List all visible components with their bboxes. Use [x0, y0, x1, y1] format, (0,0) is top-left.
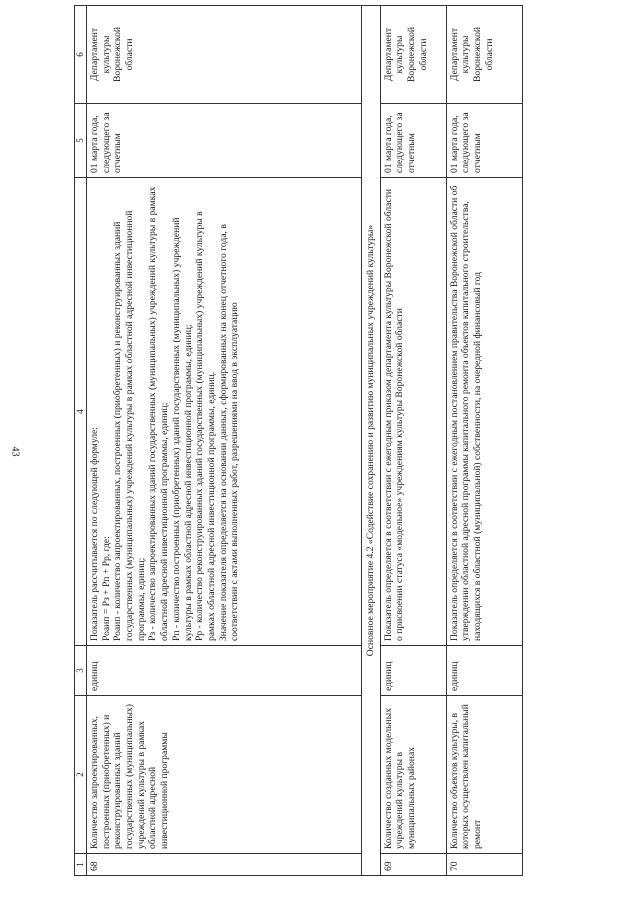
unit-of-measure: единиц: [86, 646, 361, 696]
column-number: 3: [75, 646, 87, 696]
row-number: 68: [86, 854, 361, 876]
method-line: Значение показателя определяется на основании данных, сформированных на конец отчетного года, в соответствии с актами выполненных работ, разрешениями на ввод в эксплуатацию: [217, 224, 241, 641]
deadline: 01 марта года, следующего за отчетным: [446, 104, 522, 178]
indicators-table: [74, 5, 523, 876]
calculation-method: [446, 178, 522, 646]
responsible: Департамент культуры Воронежской области: [380, 6, 446, 104]
method-line: Рп - количество построенных (приобретенных) зданий государственных (муниципальных) учреждений культуры в рамках областной адресной инвестиционной программы, единиц;: [170, 217, 194, 641]
indicator-name: Количество созданных модельных учреждений культуры в муниципальных районах: [380, 696, 446, 854]
method-line: Рз - количество запроектированных зданий государственных (муниципальных) учреждений культуры в рамках областной адресной инвестиционной программы, единиц;: [147, 186, 171, 641]
row-number: 70: [446, 854, 522, 876]
method-line: Роаип = Рз + Рп + Рр, где:: [100, 536, 112, 641]
column-number: 6: [75, 6, 87, 104]
responsible: Департамент культуры Воронежской области: [446, 6, 522, 104]
calculation-method: [86, 178, 361, 646]
calculation-method: [380, 178, 446, 646]
method-line: Показатель определяется в соответствии с ежегодным приказом департамента культуры Воронежской области о присвоении статуса «модельное» учреждениям культуры Воронежской области: [382, 188, 406, 641]
method-line: Показатель рассчитывается по следующей формуле:: [88, 427, 100, 641]
method-line: Роаип - количество запроектированных, построенных (приобретенных) и реконструированных зданий государственных (муниципальных) учреждений культуры в рамках областной адресной инвестиционной программы, единиц;: [112, 210, 147, 641]
column-number: 5: [75, 104, 87, 178]
table-row: [86, 6, 361, 876]
column-number: 2: [75, 696, 87, 854]
table-row: [380, 6, 446, 876]
page-number: 43: [9, 446, 21, 457]
deadline: 01 марта года, следующего за отчетным: [86, 104, 361, 178]
section-row: [361, 6, 380, 876]
table-row: [446, 6, 522, 876]
row-number: 69: [380, 854, 446, 876]
method-line: Показатель определяется в соответствии с ежегодным постановлением правительства Воронежской области об утверждении областной адресной программы капитального ремонта объектов капитального строительства, находящихся в областной (муниципальной) собственности, на очередной финансовый год: [448, 185, 484, 641]
column-number-row: [75, 6, 87, 876]
method-line: Рр - количество реконструированных зданий государственных (муниципальных) учреждений культуры в рамках областной адресной инвестиционной программы, единиц.: [194, 211, 217, 641]
deadline: 01 марта года, следующего за отчетным: [380, 104, 446, 178]
column-number: 4: [75, 178, 87, 646]
section-title: Основное мероприятие 4.2 «Содействие сохранению и развитию муниципальных учреждений культуры»: [361, 6, 380, 876]
responsible: Департамент культуры Воронежской области: [86, 6, 361, 104]
column-number: 1: [75, 854, 87, 876]
rotated-table-container: [74, 6, 532, 876]
unit-of-measure: единиц: [380, 646, 446, 696]
unit-of-measure: единиц: [446, 646, 522, 696]
indicator-name: Количество запроектированных, построенных (приобретенных) и реконструированных зданий государственных (муниципальных) учреждений культуры в рамках областной адресной инвестиционной программы: [86, 696, 361, 854]
indicator-name: Количество объектов культуры, в которых осуществлен капитальный ремонт: [446, 696, 522, 854]
